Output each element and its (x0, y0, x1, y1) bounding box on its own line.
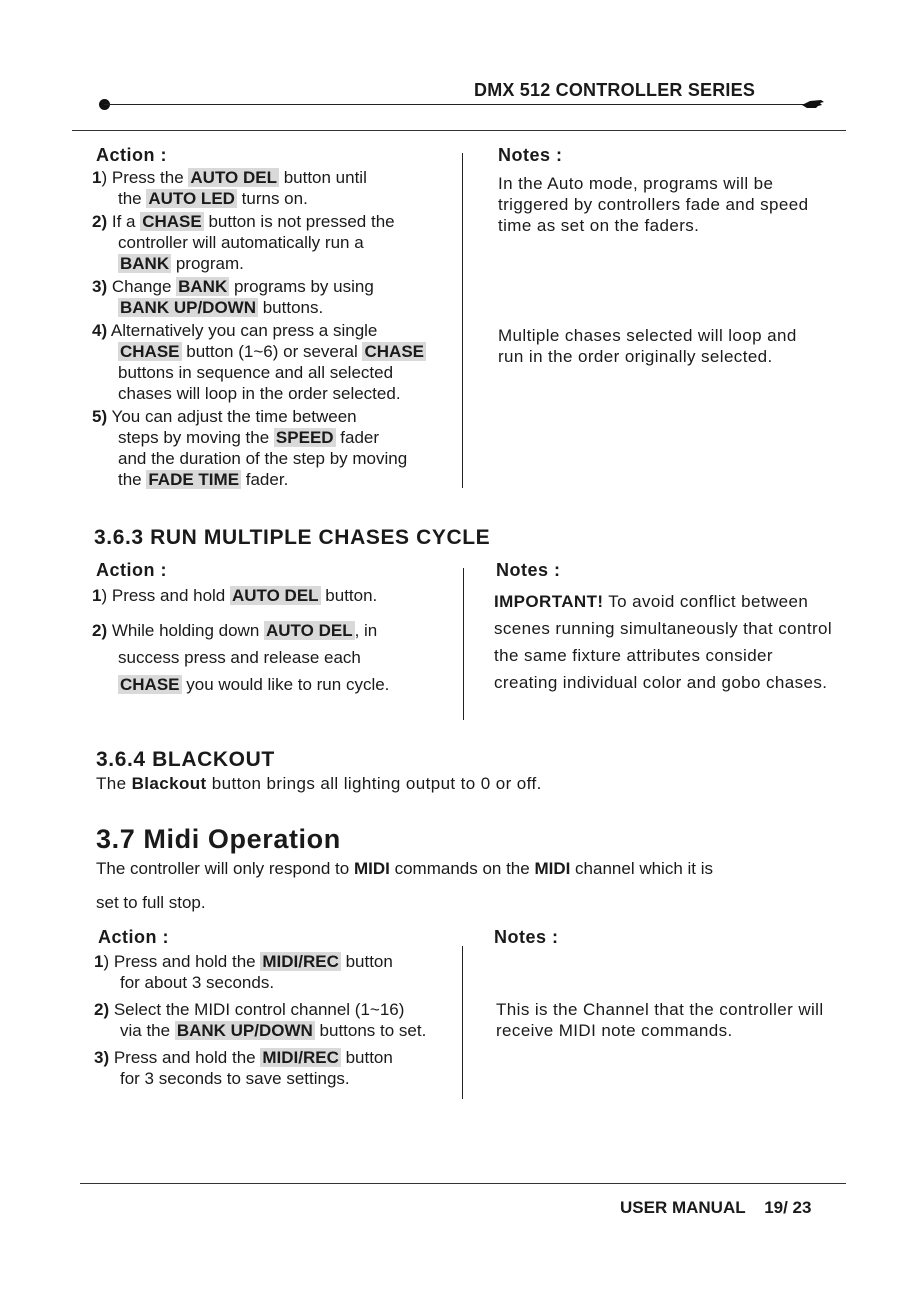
step-text: ) Press and hold (101, 586, 230, 605)
step-item (92, 276, 462, 318)
step-item (92, 406, 462, 490)
step-text: programs by using (229, 277, 374, 296)
step-text: If a (107, 212, 141, 231)
step-line (94, 1068, 464, 1089)
step-number: 3) (94, 1048, 110, 1067)
button-term: CHASE (142, 212, 202, 231)
step-line (94, 999, 464, 1020)
step-item (92, 320, 462, 404)
step-line (92, 297, 462, 318)
step-text: button (1~6) or several (181, 342, 363, 361)
series-title: DMX 512 CONTROLLER SERIES (474, 80, 756, 100)
step-text: and the duration of the step by moving (118, 449, 408, 468)
blackout-term: Blackout (131, 774, 207, 793)
step-text: controller will automatically run a (118, 233, 364, 252)
step-text: buttons. (258, 298, 324, 317)
step-number: 1 (94, 952, 104, 971)
step-text: buttons in sequence and all selected (118, 363, 394, 382)
action-label: Action : (96, 145, 167, 165)
step-line (92, 188, 462, 209)
step-item (92, 211, 462, 274)
button-term: SPEED (275, 428, 334, 447)
midi-intro (96, 858, 713, 879)
step-text: fader. (241, 470, 289, 489)
step-line (92, 167, 462, 188)
step-line (92, 469, 462, 490)
button-term: CHASE (120, 342, 180, 361)
step-line (92, 211, 462, 232)
button-term: BANK (178, 277, 228, 296)
step-text: the (118, 189, 147, 208)
step-text: success press and release each (118, 648, 361, 667)
step-text: Alternatively you can press a single (107, 321, 378, 340)
step-line (92, 427, 462, 448)
midi-intro-part: The controller will only respond to (96, 859, 354, 878)
blackout-text-pre: The (96, 774, 132, 793)
step-text: chases will loop in the order selected. (118, 384, 401, 403)
blackout-text-post: button brings all lighting output to 0 or off. (206, 774, 542, 793)
step-text: button. (320, 586, 378, 605)
step-line (92, 341, 462, 362)
step-text: Select the MIDI control channel (1~16) (109, 1000, 405, 1019)
action-label: Action : (96, 560, 167, 580)
button-term: CHASE (364, 342, 424, 361)
button-term: CHASE (120, 675, 180, 694)
button-term: AUTO LED (148, 189, 235, 208)
step-line (92, 582, 462, 609)
cycle-note (494, 588, 834, 696)
column-divider (463, 568, 464, 720)
step-line (94, 1047, 464, 1068)
step-text: for 3 seconds to save settings. (120, 1069, 350, 1088)
button-term: AUTO DEL (231, 586, 319, 605)
step-text: steps by moving the (118, 428, 274, 447)
step-line (92, 644, 462, 671)
button-term: BANK UP/DOWN (176, 1021, 313, 1040)
step-item (92, 582, 462, 609)
step-text: program. (171, 254, 244, 273)
step-line (92, 448, 462, 469)
step-text: You can adjust the time between (107, 407, 357, 426)
section-heading-3-6-4: 3.6.4 BLACKOUT (96, 748, 275, 771)
step-text: for about 3 seconds. (120, 973, 275, 992)
step-text: ) Press and hold the (103, 952, 261, 971)
step-number: 2) (92, 621, 108, 640)
button-term: FADE TIME (148, 470, 240, 489)
notes-label: Notes : (496, 560, 561, 580)
button-term: AUTO DEL (190, 168, 277, 187)
step-number: 1 (92, 168, 102, 187)
step-number: 2) (94, 1000, 110, 1019)
button-term: AUTO DEL (266, 621, 353, 640)
cycle-steps (92, 582, 462, 706)
step-number: 4) (92, 321, 108, 340)
step-item (92, 167, 462, 209)
step-line (92, 406, 462, 427)
step-line (92, 671, 462, 698)
important-label: IMPORTANT! (494, 592, 604, 611)
step-text: button is not pressed the (203, 212, 395, 231)
step-text: the (118, 470, 147, 489)
step-line (92, 276, 462, 297)
auto-note-multiple: Multiple chases selected will loop and run in the order originally selected. (498, 326, 797, 366)
step-line (92, 362, 462, 383)
auto-steps (92, 167, 462, 492)
notes-label: Notes : (494, 927, 559, 947)
step-line (92, 320, 462, 341)
cycle-note-text: To avoid conflict between scenes running simultaneously that control the same fixture attributes consider creating individual color and gobo chases. (494, 592, 833, 692)
step-line (92, 383, 462, 404)
step-text: Press and hold the (109, 1048, 261, 1067)
action-label: Action : (98, 927, 169, 947)
column-divider (462, 946, 463, 1099)
midi-term: MIDI (353, 859, 390, 878)
step-line (92, 617, 462, 644)
button-term: BANK UP/DOWN (120, 298, 256, 317)
step-item (94, 1047, 464, 1089)
auto-note: In the Auto mode, programs will be triggered by controllers fade and speed time as set on the faders. (498, 174, 809, 235)
section-heading-3-6-3: 3.6.3 RUN MULTIPLE CHASES CYCLE (94, 526, 491, 549)
step-item (94, 951, 464, 993)
step-number: 5) (92, 407, 108, 426)
midi-intro-part: channel which it is (570, 859, 714, 878)
step-text: fader (335, 428, 380, 447)
footer-page-number: USER MANUAL 19/ 23 (620, 1198, 812, 1217)
step-text: Change (107, 277, 177, 296)
button-term: MIDI/REC (262, 1048, 339, 1067)
footer-rule (80, 1183, 846, 1184)
step-text: button (340, 952, 393, 971)
step-line (92, 232, 462, 253)
blackout-text (96, 773, 542, 794)
step-line (94, 1020, 464, 1041)
step-text: While holding down (107, 621, 264, 640)
step-text: via the (120, 1021, 175, 1040)
midi-term: MIDI (534, 859, 571, 878)
step-line (92, 253, 462, 274)
section-heading-3-7: 3.7 Midi Operation (96, 824, 341, 854)
step-text: ) Press the (101, 168, 189, 187)
step-line (94, 951, 464, 972)
midi-intro-part: commands on the (389, 859, 535, 878)
header-underline (72, 130, 846, 131)
column-divider (462, 153, 463, 488)
notes-label: Notes : (498, 145, 563, 165)
midi-intro-line2: set to full stop. (96, 893, 206, 912)
step-item (94, 999, 464, 1041)
button-term: MIDI/REC (262, 952, 339, 971)
step-text: button (340, 1048, 393, 1067)
step-text: , in (354, 621, 378, 640)
step-text: button until (278, 168, 367, 187)
step-line (94, 972, 464, 993)
step-number: 1 (92, 586, 102, 605)
pointing-hand-icon (801, 96, 825, 110)
step-text: turns on. (236, 189, 308, 208)
button-term: BANK (120, 254, 170, 273)
step-item (92, 617, 462, 698)
midi-note: This is the Channel that the controller will receive MIDI note commands. (496, 1000, 824, 1040)
header-rule (104, 104, 814, 105)
step-text: buttons to set. (314, 1021, 427, 1040)
step-text: you would like to run cycle. (181, 675, 390, 694)
step-number: 3) (92, 277, 108, 296)
midi-steps (94, 951, 464, 1095)
step-number: 2) (92, 212, 108, 231)
